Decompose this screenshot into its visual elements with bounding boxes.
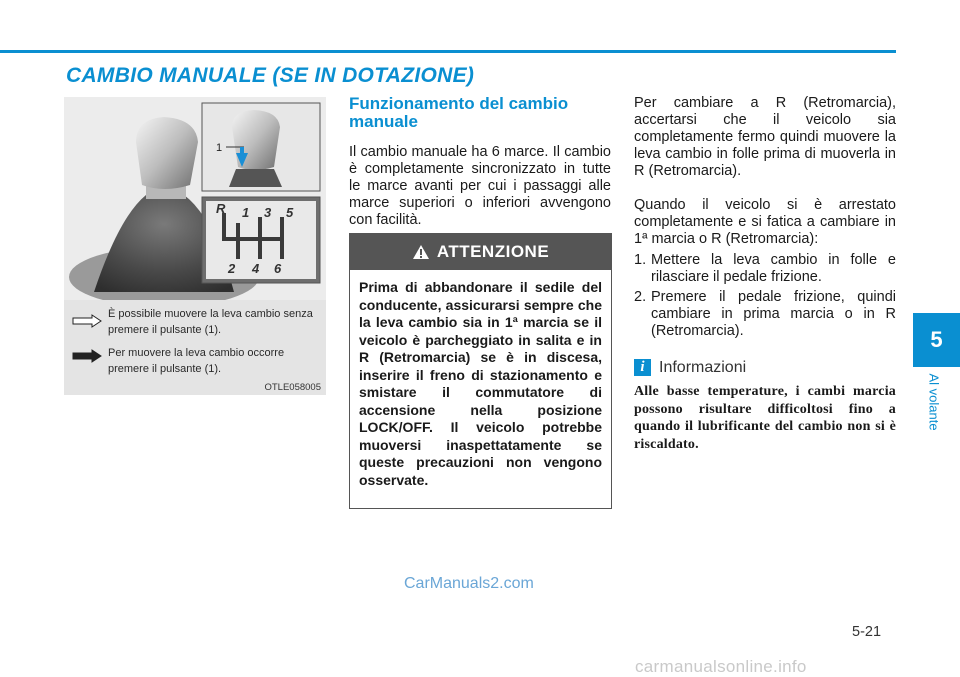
gear-label-6: 6 [274,261,282,276]
info-title: Informazioni [659,359,747,376]
gear-label-3: 3 [264,205,272,220]
step-item [634,289,896,340]
gear-label-1: 1 [242,205,250,220]
info-header [634,359,896,376]
side-label [924,367,944,437]
caption-1: È possibile muovere la leva cambio senza premere il pulsante (1). [108,308,313,336]
info-icon: i [634,359,651,376]
reverse-paragraph: Per cambiare a R (Retromarcia), accertarsi che il veicolo sia completamente fermo quindi muovere la leva cambio in folle prima di muoverla in R (Retromarcia). [634,95,896,179]
stopped-paragraph: Quando il veicolo si è arrestato completamente e si fatica a cambiare in 1ª marcia o R (Retromarcia): [634,197,896,247]
gear-lever-figure [64,97,326,395]
watermark: CarManuals2.com [404,575,534,592]
solid-arrow-icon [72,349,102,363]
gear-label-2: 2 [228,261,236,276]
step-number: 2. [634,289,647,305]
callout-1: 1 [216,142,223,154]
warning-title: ATTENZIONE [436,242,550,261]
section-title: CAMBIO MANUALE (SE IN DOTAZIONE) [66,64,475,87]
operation-paragraph: Il cambio manuale ha 6 marce. Il cambio è completamente sincronizzato in tutte le marce avanti per cui i passaggi alle marce superiori o inferiori avvengono con facilità. [349,144,611,228]
operation-heading: Funzionamento del cambio manuale [349,94,569,131]
warning-triangle-icon [412,244,430,260]
gear-label-r: R [216,201,226,216]
warning-header [350,234,611,270]
outline-arrow-icon [72,314,102,328]
column-3 [634,95,896,453]
warning-text: Prima di abbandonare il sedile del conducente, assicurarsi sempre che la leva cambio sia in 1ª marcia se il veicolo è parcheggiato in salita e in R (Retromarcia) se è in discesa, inserire il freno di stazionamento e smistare il commutatore di accensione nella posizione LOCK/OFF. Il veicolo potrebbe muoversi inaspettatamente se queste precauzioni non vengono osservate. [359,279,602,488]
page-number: 5-21 [852,624,882,640]
footer-watermark: carmanualsonline.info [635,657,807,676]
step-text: Mettere la leva cambio in folle e rilasciare il pedale frizione. [651,252,896,285]
top-rule [0,50,896,53]
gear-lever-illustration [64,97,326,302]
step-text: Premere il pedale frizione, quindi cambiare in prima marcia o in R (Retromarcia). [651,289,896,339]
step-number: 1. [634,252,647,268]
chapter-tab: 5 [913,313,960,367]
caption-2: Per muovere la leva cambio occorre premere il pulsante (1). [108,347,285,375]
gear-label-4: 4 [252,261,260,276]
info-text: Alle basse temperature, i cambi marcia possono risultare difficoltosi fino a quando il lubrificante del cambio non si è riscaldato. [634,384,896,452]
column-2 [349,95,611,229]
step-item [634,252,896,286]
figure-caption-area [64,300,326,395]
gear-label-5: 5 [286,205,294,220]
side-label-text: Al volante [926,373,942,431]
warning-box [349,233,612,509]
figure-code: OTLE058005 [264,382,321,393]
